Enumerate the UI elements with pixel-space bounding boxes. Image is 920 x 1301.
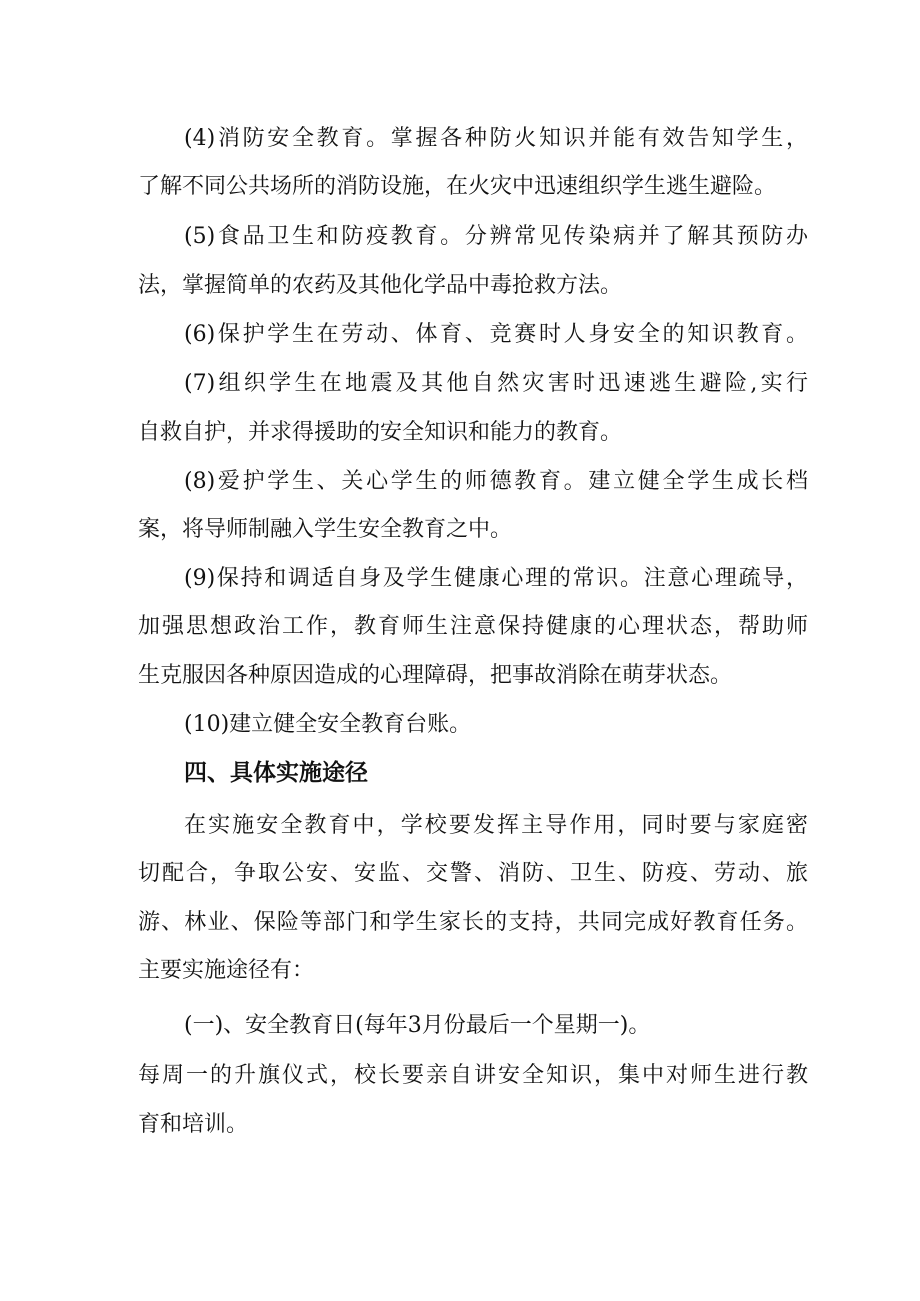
paragraph-item-5-line-2: 法，掌握简单的农药及其他化学品中毒抢救方法。 xyxy=(138,273,623,298)
paragraph-item-7-line-1: (7)组织学生在地震及其他自然灾害时迅速逃生避险,实行 xyxy=(184,371,808,396)
paragraph-item-9-line-3: 生克服因各种原因造成的心理障碍，把事故消除在萌芽状态。 xyxy=(138,663,733,688)
intro-line-1: 在实施安全教育中，学校要发挥主导作用，同时要与家庭密 xyxy=(184,813,808,838)
subsection-1-title: (一)、安全教育日(每年3月份最后一个星期一)。 xyxy=(184,1013,651,1038)
intro-line-2: 切配合，争取公安、安监、交警、消防、卫生、防疫、劳动、旅 xyxy=(138,861,808,886)
paragraph-item-5-line-1: (5)食品卫生和防疫教育。分辨常见传染病并了解其预防办 xyxy=(184,224,808,249)
paragraph-item-7-line-2: 自救自护，并求得援助的安全知识和能力的教育。 xyxy=(138,420,623,445)
paragraph-item-4-line-2: 了解不同公共场所的消防设施，在火灾中迅速组织学生逃生避险。 xyxy=(138,174,777,199)
subsection-1-line-2: 育和培训。 xyxy=(138,1112,249,1137)
intro-line-3: 游、林业、保险等部门和学生家长的支持，共同完成好教育任务。 xyxy=(138,910,808,935)
paragraph-item-4-line-1: (4)消防安全教育。掌握各种防火知识并能有效告知学生， xyxy=(184,126,808,151)
paragraph-item-9-line-2: 加强思想政治工作，教育师生注意保持健康的心理状态，帮助师 xyxy=(138,614,808,639)
section-heading: 四、具体实施途径 xyxy=(184,760,368,786)
paragraph-item-9-line-1: (9)保持和调适自身及学生健康心理的常识。注意心理疏导， xyxy=(184,566,808,591)
paragraph-item-10-line-1: (10)建立健全安全教育台账。 xyxy=(184,712,472,737)
subsection-1-line-1: 每周一的升旗仪式，校长要亲自讲安全知识，集中对师生进行教 xyxy=(138,1063,808,1088)
paragraph-item-8-line-2: 案，将导师制融入学生安全教育之中。 xyxy=(138,517,513,542)
paragraph-item-6-line-1: (6)保护学生在劳动、体育、竞赛时人身安全的知识教育。 xyxy=(184,322,808,347)
paragraph-item-8-line-1: (8)爱护学生、关心学生的师德教育。建立健全学生成长档 xyxy=(184,469,808,494)
intro-line-4: 主要实施途径有： xyxy=(138,958,315,983)
